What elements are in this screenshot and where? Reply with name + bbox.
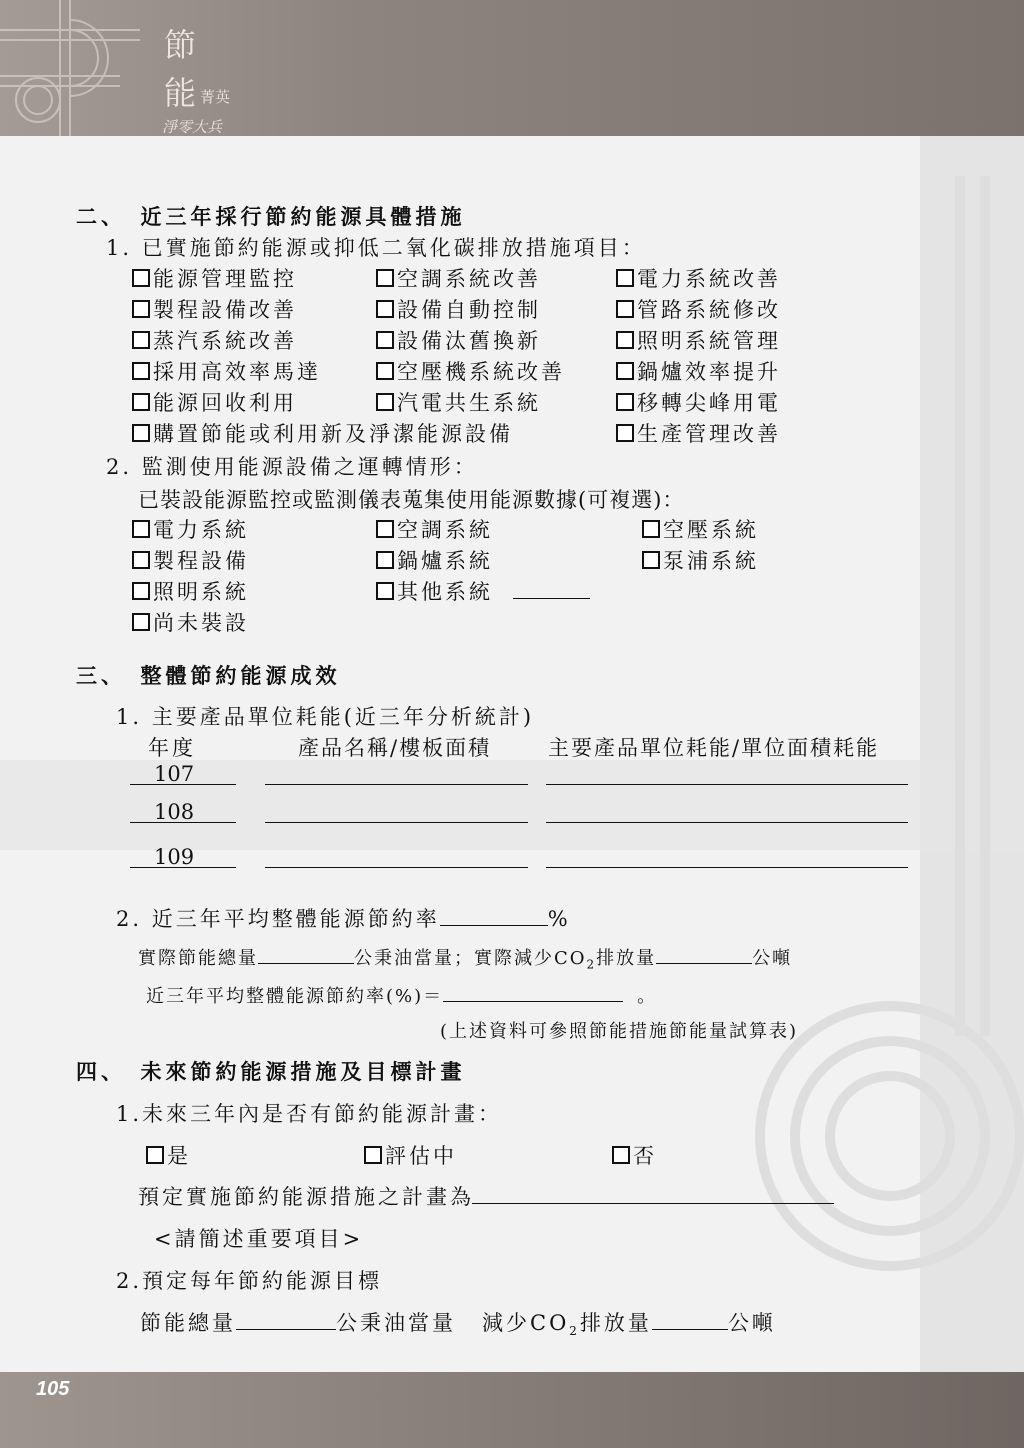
- measure-item[interactable]: 設備汰舊換新: [376, 325, 541, 355]
- checkbox[interactable]: [376, 393, 394, 411]
- section-2-q1: 1. 已實施節約能源或抑低二氧化碳排放措施項目：: [106, 236, 646, 260]
- logo-slogan: 淨零大兵: [162, 118, 223, 136]
- checkbox[interactable]: [132, 300, 150, 318]
- other-system-blank[interactable]: [513, 598, 590, 599]
- saving-rate-blank[interactable]: [440, 909, 548, 926]
- option-no[interactable]: 否: [612, 1140, 657, 1170]
- checkbox[interactable]: [612, 1146, 630, 1164]
- measure-item[interactable]: 生產管理改善: [616, 418, 781, 448]
- checkbox[interactable]: [376, 269, 394, 287]
- checkbox[interactable]: [132, 582, 150, 600]
- energy-blank[interactable]: [546, 867, 908, 868]
- checkbox[interactable]: [616, 331, 634, 349]
- target-co2-blank[interactable]: [652, 1313, 728, 1330]
- measure-item[interactable]: 採用高效率馬達: [132, 356, 321, 386]
- logo-emblem: [0, 0, 160, 136]
- plan-hint: <請簡述重要項目>: [154, 1227, 364, 1251]
- logo-char-2: 能: [164, 74, 197, 112]
- target-amount-blank[interactable]: [236, 1313, 336, 1330]
- measure-item[interactable]: 汽電共生系統: [376, 387, 541, 417]
- year-underline: [130, 822, 236, 823]
- energy-blank[interactable]: [546, 784, 908, 785]
- measure-item[interactable]: 照明系統管理: [616, 325, 781, 355]
- year-underline: [130, 784, 236, 785]
- system-item[interactable]: 電力系統: [132, 514, 249, 544]
- note: (上述資料可參照節能措施節能量試算表): [440, 1021, 799, 1042]
- option-evaluating[interactable]: 評估中: [364, 1140, 457, 1170]
- measure-item[interactable]: 能源回收利用: [132, 387, 297, 417]
- section-2-q2: 2. 監測使用能源設備之運轉情形：: [106, 455, 478, 479]
- checkbox[interactable]: [132, 331, 150, 349]
- col-energy-header: 主要產品單位耗能/單位面積耗能: [548, 736, 880, 760]
- co2-amount-blank[interactable]: [656, 947, 752, 964]
- checkbox[interactable]: [132, 269, 150, 287]
- target-line: 節能總量 公秉油當量 減少$CO_2$排放量 公噸: [140, 1311, 776, 1339]
- plan-label: 預定實施節約能源措施之計畫為: [138, 1185, 474, 1209]
- checkbox[interactable]: [376, 331, 394, 349]
- checkbox[interactable]: [146, 1146, 164, 1164]
- plan-blank[interactable]: [472, 1203, 834, 1204]
- measure-item[interactable]: 設備自動控制: [376, 294, 541, 324]
- checkbox[interactable]: [616, 300, 634, 318]
- measure-item[interactable]: 蒸汽系統改善: [132, 325, 297, 355]
- option-yes[interactable]: 是: [146, 1140, 191, 1170]
- checkbox[interactable]: [642, 520, 660, 538]
- measure-item[interactable]: 空壓機系統改善: [376, 356, 565, 386]
- measure-item[interactable]: 管路系統修改: [616, 294, 781, 324]
- rate-blank[interactable]: [443, 985, 623, 1002]
- year-cell: 107: [154, 762, 195, 786]
- system-item[interactable]: 空壓系統: [642, 514, 759, 544]
- system-item[interactable]: 製程設備: [132, 545, 249, 575]
- section-4-title: 四、 未來節約能源措施及目標計畫: [76, 1059, 466, 1084]
- system-item[interactable]: 尚未裝設: [132, 607, 249, 637]
- section-4-q1: 1.未來三年內是否有節約能源計畫：: [116, 1102, 503, 1126]
- year-cell: 108: [154, 800, 195, 824]
- footer-band: [0, 1372, 1024, 1448]
- checkbox[interactable]: [376, 551, 394, 569]
- logo-char-1: 節: [164, 26, 197, 64]
- measure-item[interactable]: 移轉尖峰用電: [616, 387, 781, 417]
- system-item[interactable]: 其他系統: [376, 576, 493, 606]
- col-year-header: 年度: [148, 736, 196, 760]
- checkbox[interactable]: [616, 269, 634, 287]
- product-blank[interactable]: [265, 784, 528, 785]
- system-item[interactable]: 照明系統: [132, 576, 249, 606]
- checkbox[interactable]: [376, 582, 394, 600]
- section-2-title: 二、 近三年採行節約能源具體措施: [76, 204, 466, 229]
- checkbox[interactable]: [132, 613, 150, 631]
- checkbox[interactable]: [616, 362, 634, 380]
- measure-item[interactable]: 能源管理監控: [132, 263, 297, 293]
- product-blank[interactable]: [265, 822, 528, 823]
- section-4-q2: 2.預定每年節約能源目標: [116, 1269, 383, 1293]
- section-3-q1: 1. 主要產品單位耗能(近三年分析統計): [116, 705, 535, 729]
- section-3-title: 三、 整體節約能源成效: [76, 663, 341, 688]
- year-underline: [130, 867, 236, 868]
- checkbox[interactable]: [132, 424, 150, 442]
- measure-item[interactable]: 製程設備改善: [132, 294, 297, 324]
- co2-label: $CO_2$: [530, 1311, 580, 1339]
- system-item[interactable]: 空調系統: [376, 514, 493, 544]
- measure-item[interactable]: 鍋爐效率提升: [616, 356, 781, 386]
- measure-item[interactable]: 空調系統改善: [376, 263, 541, 293]
- measure-item[interactable]: 購置節能或利用新及淨潔能源設備: [132, 418, 513, 448]
- checkbox[interactable]: [376, 362, 394, 380]
- rate-line: 近三年平均整體能源節約率(%)＝ 。: [146, 986, 658, 1007]
- product-blank[interactable]: [265, 867, 528, 868]
- checkbox[interactable]: [364, 1146, 382, 1164]
- system-item[interactable]: 泵浦系統: [642, 545, 759, 575]
- saving-amount-blank[interactable]: [258, 947, 354, 964]
- page-number: 105: [36, 1378, 70, 1400]
- saving-line: 實際節能總量 公秉油當量；實際減少$CO_2$排放量 公噸: [138, 948, 793, 972]
- checkbox[interactable]: [376, 300, 394, 318]
- co2-label: $CO_2$: [554, 948, 597, 972]
- checkbox[interactable]: [376, 520, 394, 538]
- checkbox[interactable]: [616, 424, 634, 442]
- checkbox[interactable]: [132, 520, 150, 538]
- checkbox[interactable]: [132, 393, 150, 411]
- checkbox[interactable]: [642, 551, 660, 569]
- section-3-q2: 2. 近三年平均整體能源節約率 %: [116, 907, 571, 931]
- col-product-header: 產品名稱/樓板面積: [298, 736, 492, 760]
- section-2-q2-sub: 已裝設能源監控或監測儀表蒐集使用能源數據(可複選)：: [138, 488, 685, 512]
- checkbox[interactable]: [616, 393, 634, 411]
- checkbox[interactable]: [132, 551, 150, 569]
- logo-small: 菁英: [200, 88, 231, 106]
- energy-blank[interactable]: [546, 822, 908, 823]
- checkbox[interactable]: [132, 362, 150, 380]
- system-item[interactable]: 鍋爐系統: [376, 545, 493, 575]
- year-cell: 109: [154, 845, 195, 869]
- measure-item[interactable]: 電力系統改善: [616, 263, 781, 293]
